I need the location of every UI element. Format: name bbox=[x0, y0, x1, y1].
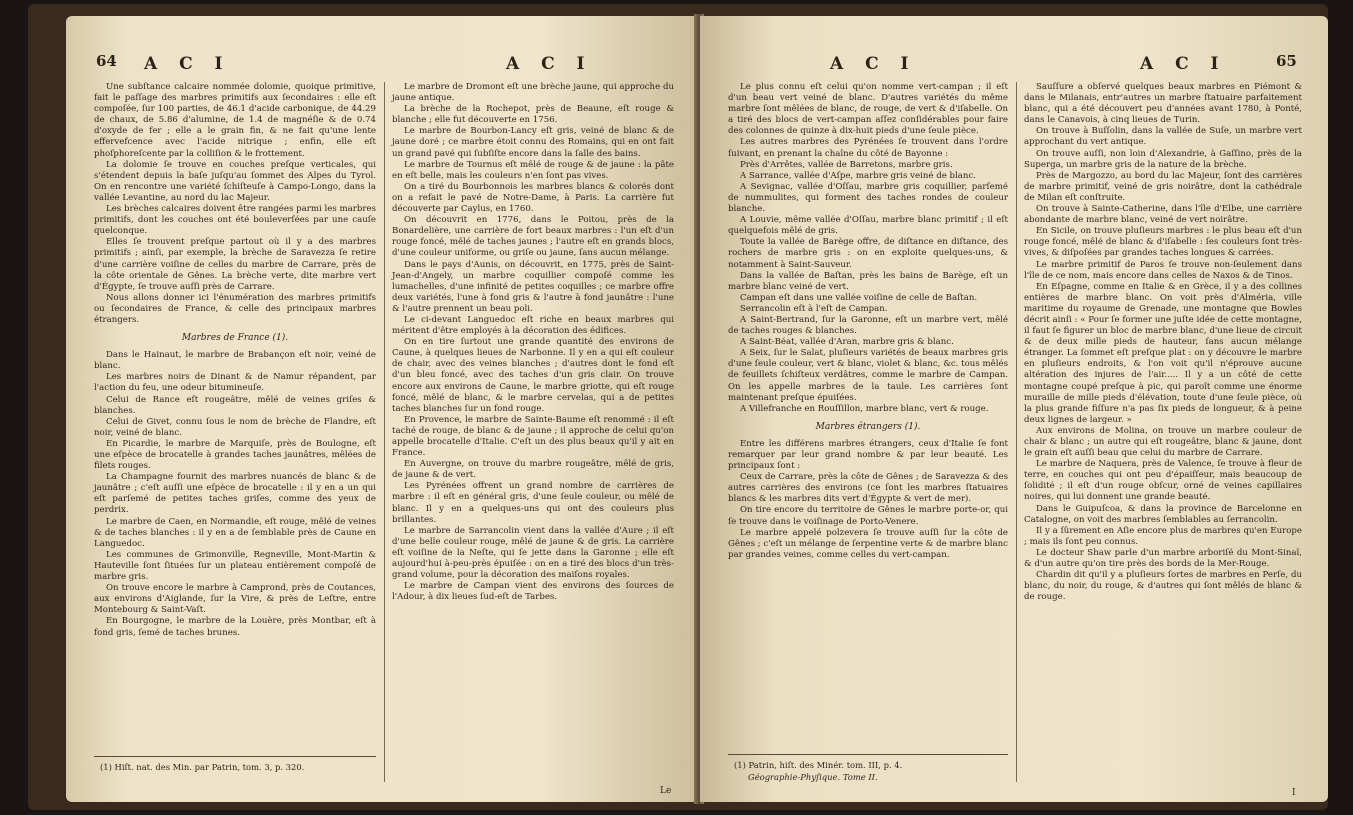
paragraph: Les marbres noirs de Dinant & de Namur répandent, par l'action du feu, une odeur bitumineuſe. bbox=[94, 372, 376, 394]
paragraph: En Picardie, le marbre de Marquiſe, près de Boulogne, eſt une eſpèce de brocatelle à grandes taches jaunâtres, mêlées de filets rouges. bbox=[94, 438, 376, 472]
paragraph: Sauſſure a obſervé quelques beaux marbres en Piémont & dans le Milanais, entr'autres un marbre ſtatuaire parfaitement blanc, qui a été découvert peu d'années avant 1780, à Ponté, dans le Canavois, à cinq lieues de Turin. bbox=[1024, 82, 1302, 126]
paragraph: Ceux de Carrare, près la côte de Gênes ; de Saravezza & des autres carrières des environs (ce ſont les marbres ſtatuaires blancs & les marbres dits vert d'Égypte & vert de mer). bbox=[728, 472, 1008, 505]
paragraph: Le marbre de Tournus eſt mêlé de rouge & de jaune : la pâte en eſt belle, mais les couleurs n'en ſont pas vives. bbox=[392, 159, 674, 181]
footnote-rule bbox=[94, 756, 376, 757]
paragraph: A Seix, ſur le Salat, pluſieurs variétés de beaux marbres gris d'une ſeule couleur, vert & blanc, violet & blanc, &c. tous mêlés de feuillets ſchiſteux verdâtres, comme le marbre de Campan. On les appelle marbres de la taule. Les carrières ſont maintenant preſque épuiſées. bbox=[728, 348, 1008, 403]
paragraph: Le marbre de Dromont eſt une brèche jaune, qui approche du jaune antique. bbox=[392, 82, 674, 104]
right-footnote: (1) Patrin, hiſt. des Minér. tom. III, p. 4. bbox=[734, 760, 903, 770]
paragraph: Le marbre appelé polzevera ſe trouve auſſi ſur la côte de Gênes ; c'eſt un mélange de ſerpentine verte & de marbre blanc par grandes veines, comme celles du vert-campan. bbox=[728, 527, 1008, 560]
paragraph: En Bourgogne, le marbre de la Louère, près Montbar, eſt à fond gris, ſemé de taches brunes. bbox=[94, 616, 376, 638]
paragraph: Dans le Guipuſcoa, & dans la province de Barcelonne en Catalogne, on voit des marbres ſemblables au ſerrancolin. bbox=[1024, 503, 1302, 525]
right-column-2 bbox=[1024, 82, 1302, 603]
paragraph: A Louvie, même vallée d'Oſſau, marbre blanc primitif ; il eſt quelquefois mêlé de gris. bbox=[728, 215, 1008, 237]
paragraph: Le ci-devant Languedoc eſt riche en beaux marbres qui méritent d'être employés à la décoration des édifices. bbox=[392, 314, 674, 337]
right-running-head-col2: A C I bbox=[1140, 54, 1227, 74]
right-page-number: 65 bbox=[1276, 52, 1297, 70]
left-page-number: 64 bbox=[96, 52, 117, 70]
paragraph: Les Pyrénées offrent un grand nombre de carrières de marbre : il eſt en général gris, d'une ſeule couleur, ou mêlé de blanc. Il y en a quelques-uns qui ont des couleurs plus brillantes. bbox=[392, 481, 674, 525]
paragraph: La brèche de la Rochepot, près de Beaune, eſt rouge & blanche ; elle fut découverte en 1756. bbox=[392, 104, 674, 126]
paragraph: Les brèches calcaires doivent être rangées parmi les marbres primitifs, dont les couches ont été bouleverſées par une cauſe quelconque. bbox=[94, 204, 376, 237]
paragraph: On en tire ſurtout une grande quantité des environs de Caune, à quelques lieues de Narbonne. Il y en a qui eſt couleur de chair, avec des veines blanches ; d'autres dont le fond eſt d'un bleu foncé, avec des taches d'un gris clair. On trouve encore aux environs de Caune, le marbre griotte, qui eſt rouge foncé, mêlé de blanc, & le marbre cervelas, qui a de petites taches blanches ſur un fond rouge. bbox=[392, 337, 674, 414]
paragraph: Campan eſt dans une vallée voiſine de celle de Baſtan. bbox=[740, 292, 978, 303]
paragraph: Le marbre primitif de Paros ſe trouve non-ſeulement dans l'île de ce nom, mais encore dans celles de Naxos & de Tinos. bbox=[1024, 259, 1302, 281]
paragraph: On trouve auſſi, non loin d'Alexandrie, à Gaſſino, près de la Superga, un marbre gris de la nature de la brèche. bbox=[1024, 148, 1302, 170]
footnote-rule bbox=[728, 754, 1008, 755]
paragraph: A Saint-Bertrand, ſur la Garonne, eſt un marbre vert, mêlé de taches rouges & blanches. bbox=[728, 314, 1008, 337]
paragraph: Nous allons donner ici l'énumération des marbres primitifs ou ſecondaires de France, & celle des principaux marbres étrangers. bbox=[94, 292, 376, 325]
paragraph: On tire encore du territoire de Gênes le marbre porte-or, qui ſe trouve dans le voiſinage de Porto-Venere. bbox=[728, 505, 1008, 527]
paragraph: En Sicile, on trouve pluſieurs marbres : le plus beau eſt d'un rouge foncé, mêlé de blanc & d'iſabelle : ſes couleurs ſont très-vives, & diſpoſées par grandes taches longues & carrées. bbox=[1024, 226, 1302, 259]
right-page bbox=[700, 16, 1328, 802]
paragraph: Une subſtance calcaire nommée dolomie, quoique primitive, fait le paſſage des marbres primitifs aux ſecondaires : elle eſt compoſée, ſur 100 parties, de 46.1 d'acide carbonique, de 44.29 de chaux, de 5.86 d'alumine, de 1.4 de magnéſie & de 0.74 d'oxyde de fer ; elle a le grain fin, & ne fait qu'une lente effervefcence avec l'acide nitrique ; enfin, elle eſt phoſphoreſcente par la colliſion & le frottement. bbox=[94, 82, 376, 159]
paragraph: Dans le Hainaut, le marbre de Brabançon eſt noir, veiné de blanc. bbox=[94, 350, 376, 372]
paragraph: Le marbre de Naquera, près de Valence, ſe trouve à fleur de terre, en couches qui ont peu d'épaiſſeur, mais beaucoup de ſolidité ; il eſt d'un rouge obſcur, orné de veines capillaires noires, qui lui donnent une grande beauté. bbox=[1024, 459, 1302, 503]
paragraph: En Eſpagne, comme en Italie & en Grèce, il y a des collines entières de marbre blanc. On voit près d'Alméria, ville maritime du royaume de Grenade, une montagne que Bowles décrit ainſi : « Pour ſe former une juſte idée de cette montagne, il faut ſe figurer un bloc de marbre blanc, d'une lieue de circuit & de deux mille pieds de hauteur, ſans aucun mélange étranger. La ſommet eſt preſque plat : on y découvre le marbre en pluſieurs endroits, & l'on voit qu'il n'éprouve aucune altération des injures de l'air..... Il y a un côté de cette montagne coupé preſque à pic, qui paroît comme une énorme muraille de mille pieds d'élévation, toute d'une ſeule pièce, où la plus grande fiſſure n'a pas ſix pieds de longueur, & à peine deux lignes de largeur. » bbox=[1024, 281, 1302, 425]
paragraph: Les autres marbres des Pyrénées ſe trouvent dans l'ordre ſuivant, en prenant la chaîne du côté de Bayonne : bbox=[728, 137, 1008, 159]
paragraph: On trouve encore le marbre à Camprond, près de Coutances, aux environs d'Aiglande, ſur la Vire, & près de Leſtre, entre Montebourg & Saint-Vaſt. bbox=[94, 583, 376, 616]
catchword: Le bbox=[660, 786, 672, 796]
paragraph: Le marbre de Sarrancolin vient dans la vallée d'Aure ; il eſt d'une belle couleur rouge, mêlé de jaune & de gris. La carrière eſt voiſine de la Neſte, qui ſe jette dans la Garonne ; elle eſt aujourd'hui à-peu-près épuiſée : on en a tiré des blocs d'un très-grand volume, pour la décoration des maiſons royales. bbox=[392, 525, 674, 581]
paragraph: Dans la vallée de Baſtan, près les bains de Barège, eſt un marbre blanc veiné de vert. bbox=[728, 270, 1008, 292]
paragraph: Chardin dit qu'il y a pluſieurs ſortes de marbres en Perſe, du blanc, du noir, du rouge, & d'autres qui ſont mêlés de blanc & de rouge. bbox=[1024, 570, 1302, 603]
paragraph: La Champagne fournit des marbres nuancés de blanc & de jaunâtre ; c'eſt auſſi une eſpèce de brocatelle : il y en a un qui eſt parſemé de petites taches griſes, comme des yeux de perdrix. bbox=[94, 472, 376, 516]
paragraph: Celui de Givet, connu ſous le nom de brèche de Flandre, eſt noir, veiné de blanc. bbox=[94, 416, 376, 438]
paragraph: Toute la vallée de Barège offre, de diſtance en diſtance, des rochers de marbre gris : on en exploite quelques-uns, & notamment à Saint-Sauveur. bbox=[728, 237, 1008, 270]
column-divider bbox=[1016, 82, 1017, 782]
right-running-head: A C I bbox=[830, 54, 917, 74]
paragraph: On trouve à Buſſolin, dans la vallée de Suſe, un marbre vert approchant du vert antique. bbox=[1024, 126, 1302, 148]
left-footnote: (1) Hiſt. nat. des Min. par Patrin, tom. 3, p. 320. bbox=[100, 762, 305, 772]
paragraph: A Sevignac, vallée d'Oſſau, marbre gris coquillier, parſemé de nummulites, qui forment des taches rondes de couleur blanche. bbox=[728, 181, 1008, 215]
paragraph: Près de Margozzo, au bord du lac Majeur, ſont des carrières de marbre primitif, veiné de gris noirâtre, dont la cathédrale de Milan eſt conſtruite. bbox=[1024, 170, 1302, 203]
book-cover bbox=[28, 4, 1328, 810]
right-footer-title: Géographie-Phyſique. Tome II. bbox=[748, 772, 878, 782]
column-divider bbox=[384, 82, 385, 782]
paragraph: Il y a ſûrement en Aſie encore plus de marbres qu'en Europe ; mais ils ſont peu connus. bbox=[1024, 525, 1302, 547]
paragraph: Le marbre de Campan vient des environs des ſources de l'Adour, à dix lieues ſud-eſt de Tarbes. bbox=[392, 581, 674, 603]
left-column-2 bbox=[392, 82, 674, 603]
paragraph: Elles ſe trouvent preſque partout où il y a des marbres primitifs ; ainſi, par exemple, la brèche de Saravezza ſe retire d'une carrière voiſine de celles du marbre de Carrare, près de la côte orientale de Gênes. La brèche verte, dite marbre vert d'Égypte, ſe trouve auſſi près de Carrare. bbox=[94, 237, 376, 292]
paragraph: On a tiré du Bourbonnois les marbres blancs & colorés dont on a refait le pavé de Notre-Dame, à Paris. La carrière fut découverte par Caylus, en 1760. bbox=[392, 181, 674, 215]
paragraph: Les communes de Grimonville, Regneville, Mont-Martin & Hauteville ſont ſituées ſur un plateau entièrement compoſé de marbre gris. bbox=[94, 549, 376, 583]
paragraph: En Auvergne, on trouve du marbre rougeâtre, mêlé de gris, de jaune & de vert. bbox=[392, 459, 674, 481]
paragraph: On découvrit en 1776, dans le Poitou, près de la Bonardelière, une carrière de fort beaux marbres : l'un eſt d'un rouge foncé, mêlé de taches jaunes ; l'autre eſt en grands blocs, d'une couleur uniforme, ou griſe ou jaune, ſans aucun mélange. bbox=[392, 215, 674, 259]
paragraph: Celui de Rance eſt rougeâtre, mêlé de veines griſes & blanches. bbox=[94, 394, 376, 416]
paragraph: A Saint-Béat, vallée d'Aran, marbre gris & blanc. bbox=[740, 337, 954, 348]
signature-mark: I bbox=[1292, 788, 1296, 798]
left-running-head: A C I bbox=[144, 54, 231, 74]
paragraph: Le plus connu eſt celui qu'on nomme vert-campan ; il eſt d'un beau vert veiné de blanc. D'autres variétés du même marbre ſont mêlées de blanc, de rouge, de vert & d'iſabelle. On a tiré des blocs de vert-campan aſſez conſidérables pour faire des colonnes de quinze à dix-huit pieds d'une ſeule pièce. bbox=[728, 82, 1008, 137]
section-heading: Marbres de France (1). bbox=[181, 333, 289, 344]
paragraph: On trouve à Sainte-Catherine, dans l'île d'Elbe, une carrière abondante de marbre blanc, veiné de vert noirâtre. bbox=[1024, 204, 1302, 226]
paragraph: Entre les différens marbres étrangers, ceux d'Italie ſe font remarquer par leur grand nombre & par leur beauté. Les principaux ſont : bbox=[728, 438, 1008, 472]
paragraph: Serrancolin eſt à l'eſt de Campan. bbox=[740, 303, 888, 314]
paragraph: La dolomie ſe trouve en couches preſque verticales, qui s'étendent depuis la baſe juſqu'au ſommet des Alpes du Tyrol. On en rencontre une variété ſchiſteuſe à Campo-Longo, dans la vallée Levantine, au nord du lac Majeur. bbox=[94, 159, 376, 203]
paragraph: Le docteur Shaw parle d'un marbre arboriſé du Mont-Sinaï, & d'un autre qu'on tire près des bords de la Mer-Rouge. bbox=[1024, 547, 1302, 570]
paragraph: En Provence, le marbre de Sainte-Baume eſt renommé : il eſt taché de rouge, de blanc & de jaune ; il approche de celui qu'on appelle brocatelle d'Italie. C'eſt un des plus beaux qu'il y ait en France. bbox=[392, 414, 674, 459]
left-column-1 bbox=[94, 82, 376, 639]
section-heading: Marbres étrangers (1). bbox=[815, 421, 921, 432]
paragraph: Dans le pays d'Aunis, on découvrit, en 1775, près de Saint-Jean-d'Angely, un marbre coquillier compoſé comme les lumachelles, d'une infinité de petites coquilles ; ce marbre offre deux variétés, l'une à fond gris & l'autre à fond jaunâtre : l'une & l'autre prennent un beau poli. bbox=[392, 259, 674, 314]
paragraph: Près d'Arrêtes, vallée de Barretons, marbre gris. bbox=[740, 159, 953, 170]
paragraph: A Sarrance, vallée d'Aſpe, marbre gris veiné de blanc. bbox=[740, 170, 976, 181]
paragraph: Aux environs de Molina, on trouve un marbre couleur de chair & blanc ; un autre qui eſt rougeâtre, blanc & jaune, dont le grain eſt auſſi beau que celui du marbre de Carrare. bbox=[1024, 425, 1302, 459]
paragraph: Le marbre de Bourbon-Lancy eſt gris, veiné de blanc & de jaune doré ; ce marbre étoit connu des Romains, qui en ont fait un grand pavé qui ſubſiſte encore dans la ſalle des bains. bbox=[392, 126, 674, 159]
left-running-head-col2: A C I bbox=[506, 54, 593, 74]
paragraph: A Villefranche en Rouſſillon, marbre blanc, vert & rouge. bbox=[740, 403, 989, 414]
left-page bbox=[66, 16, 698, 802]
right-column-1 bbox=[728, 82, 1008, 561]
paragraph: Le marbre de Caen, en Normandie, eſt rouge, mêlé de veines & de taches blanches : il y en a de ſemblable près de Caune en Languedoc. bbox=[94, 516, 376, 549]
